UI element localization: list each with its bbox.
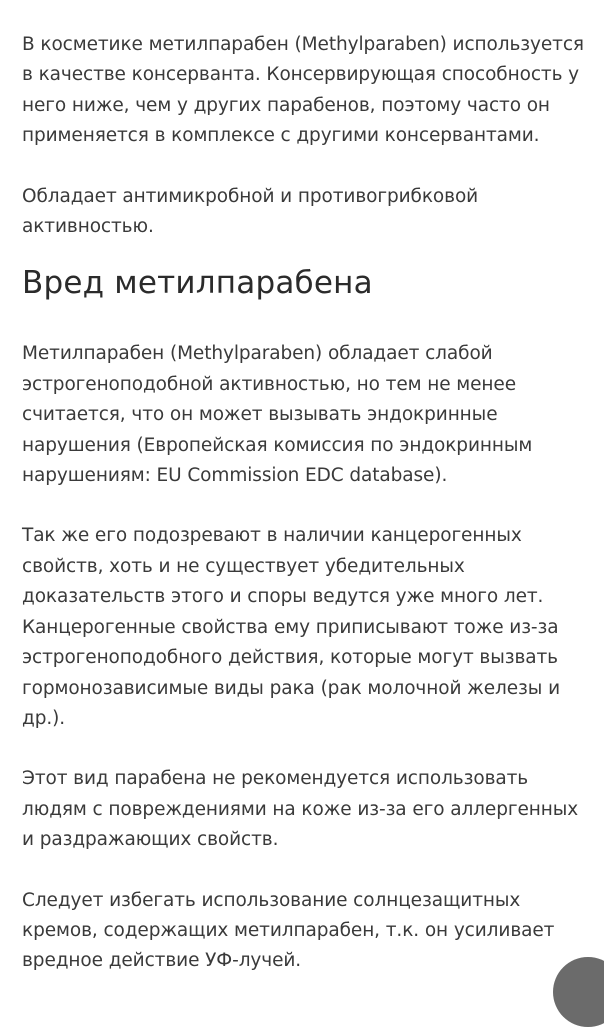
article-body [22, 30, 592, 977]
intro-paragraph-1: В косметике метилпарабен (Methylparaben) используется в качестве консерванта. Консервирующая способность у него ниже, чем у других парабенов, поэтому часто он применяется в комплексе с другими консервантами. [22, 34, 584, 147]
section-paragraph-2: Так же его подозревают в наличии канцерогенных свойств, хоть и не существует убедительных доказательств этого и споры ведутся уже много лет. Канцерогенные свойства ему приписывают тоже из-за эстрогеноподобного действия, которые могут вызвать гормонозависимые виды рака (рак молочной железы и др.). [22, 525, 560, 729]
section-heading: Вред метилпарабена [22, 265, 373, 302]
section-paragraph-1: Метилпарабен (Methylparaben) обладает слабой эстрогеноподобной активностью, но тем не менее считается, что он может вызывать эндокринные нарушения (Европейская комиссия по эндокринным нарушениям: EU Commission EDC database). [22, 343, 533, 487]
section-paragraph-3: Этот вид парабена не рекомендуется использовать людям с повреждениями на коже из-за его аллергенных и раздражающих свойств. [22, 768, 579, 851]
section-paragraph-4: Следует избегать использование солнцезащитных кремов, содержащих метилпарабен, т.к. он усиливает вредное действие УФ-лучей. [22, 889, 555, 972]
intro-paragraph-2: Обладает антимикробной и противогрибковой активностью. [22, 185, 479, 238]
